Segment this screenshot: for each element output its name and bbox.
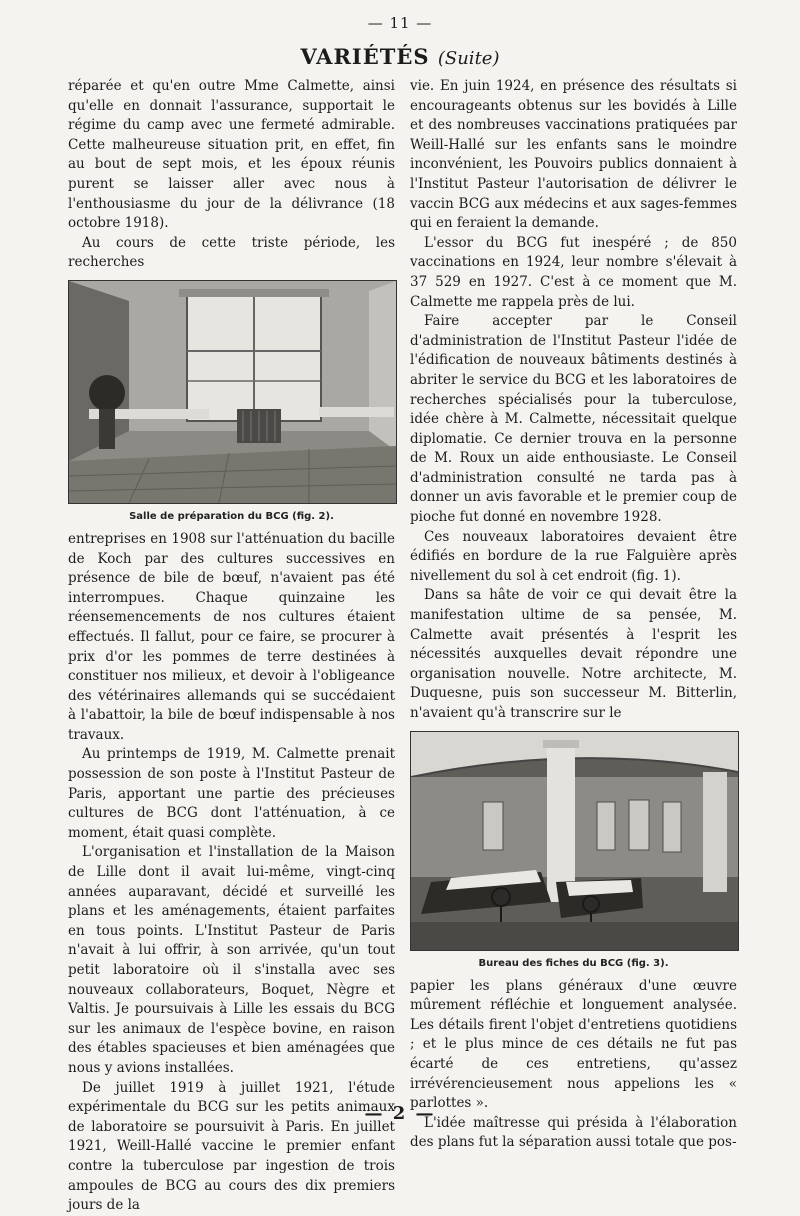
lab-room-illustration	[69, 281, 396, 503]
left-paragraph-3: entreprises en 1908 sur l'atténuation du bacille de Koch par des cultures successives en présence de bile de bœuf, n'avaient pas été interrompues. Chaque quinzaine les réensemencements de nos cultures étaient effectués. Il fallut, pour ce faire, se procurer à prix d'or les pommes de terre destinées à constituer nos milieux, et devoir à l'obligeance des vétérinaires allemands qui se succédaient à l'abattoir, la bile de bœuf indispensable à nos travaux.	[68, 530, 395, 743]
page-number: — 2 —	[364, 1103, 436, 1124]
figure-2-caption: Salle de préparation du BCG (fig. 2).	[129, 510, 334, 522]
figure-2	[68, 280, 395, 522]
right-paragraph-3: Faire accepter par le Conseil d'administration de l'Institut Pasteur l'idée de l'édification de nouveaux bâtiments destinés à abriter le service du BCG et les laboratoires de recherches spécialisés pour la tuberculose, idée chère à M. Calmette, nécessitait quelque diplomatie. Ce dernier trouva en la personne de M. Roux un aide enthousiaste. Le Conseil d'administration consulté ne tarda pas à donner un avis favorable et le premier coup de pioche fut donné en novembre 1928.	[410, 313, 737, 526]
left-paragraph-5: L'organisation et l'installation de la Maison de Lille dont il avait lui-même, vingt-cinq années auparavant, décidé et surveillé les plans et les aménagements, étaient parfaites en tous points. L'Institut Pasteur de Paris n'avait à lui offrir, à son arrivée, qu'un tout petit laboratoire où il s'installa avec ses nouveaux collaborateurs, Boquet, Nègre et Valtis. Je poursuivais à Lille les essais du BCG sur les animaux de l'espèce bovine, en raison des étables spacieuses et bien aménagées que nous y avions installées.	[68, 844, 395, 1076]
left-paragraph-1: réparée et qu'en outre Mme Calmette, ainsi qu'elle en donnait l'assurance, supportait le régime du camp avec une fermeté admirable. Cette malheureuse situation prit, en effet, fin au bout de sept mois, et les époux réunis purent se laisser aller avec nous à l'enthousiasme du jour de la délivrance (18 octobre 1918).	[68, 78, 395, 232]
right-paragraph-1: vie. En juin 1924, en présence des résultats si encourageants obtenus sur les bovidés à Lille et des nombreuses vaccinations pratiquées par Weill-Hallé sur les enfants sans le moindre inconvénient, les Pouvoirs publics donnaient à l'Institut Pasteur l'autorisation de délivrer le vaccin BCG aux médecins et aux sages-femmes qui en feraient la demande.	[410, 78, 737, 232]
right-column	[410, 77, 737, 1153]
right-paragraph-2: L'essor du BCG fut inespéré ; de 850 vaccinations en 1924, leur nombre s'élevait à 37 529 en 1927. C'est à ce moment que M. Calmette me rappela près de lui.	[410, 234, 737, 310]
card-office-illustration	[411, 732, 738, 950]
section-title	[0, 44, 800, 69]
section-title-main: VARIÉTÉS	[300, 44, 430, 69]
figure-3-photo	[410, 731, 739, 951]
right-paragraph-5: Dans sa hâte de voir ce qui devait être la manifestation ultime de sa pensée, M. Calmette avait présentés à l'esprit les nécessités auxquelles devait répondre une organisation nouvelle. Notre architecte, M. Duquesne, puis son successeur M. Bitterlin, n'avaient qu'à transcrire sur le	[410, 587, 737, 721]
right-paragraph-4: Ces nouveaux laboratoires devaient être édifiés en bordure de la rue Falguière après nivellement du sol à cet endroit (fig. 1).	[410, 528, 737, 584]
left-column	[68, 77, 395, 1216]
figure-3-caption: Bureau des fiches du BCG (fig. 3).	[478, 957, 669, 969]
right-paragraph-7: L'idée maîtresse qui présida à l'élaboration des plans fut la séparation aussi totale que pos-	[410, 1114, 737, 1151]
page-folio: — 11 —	[367, 14, 433, 32]
left-paragraph-6: De juillet 1919 à juillet 1921, l'étude expérimentale du BCG sur les petits animaux de laboratoire se poursuivit à Paris. En juillet 1921, Weill-Hallé vaccine le premier enfant contre la tuberculose par ingestion de trois ampoules de BCG au cours des dix premiers jours de la	[68, 1079, 395, 1214]
section-title-suite: (Suite)	[437, 48, 500, 69]
left-paragraph-2: Au cours de cette triste période, les recherches	[68, 234, 395, 271]
figure-2-photo	[68, 280, 397, 504]
right-paragraph-6: papier les plans généraux d'une œuvre mûrement réfléchie et longuement analysée. Les détails firent l'objet d'entretiens quotidiens ; et le plus mince de ces détails ne fut pas écarté de ces entretiens, qu'assez irrévérencieusement nous appelions les « parlottes ».	[410, 977, 737, 1112]
left-paragraph-4: Au printemps de 1919, M. Calmette prenait possession de son poste à l'Institut Pasteur de Paris, apportant une partie des précieuses cultures de BCG dont l'atténuation, à ce moment, était quasi complète.	[68, 746, 395, 841]
figure-3	[410, 731, 737, 969]
